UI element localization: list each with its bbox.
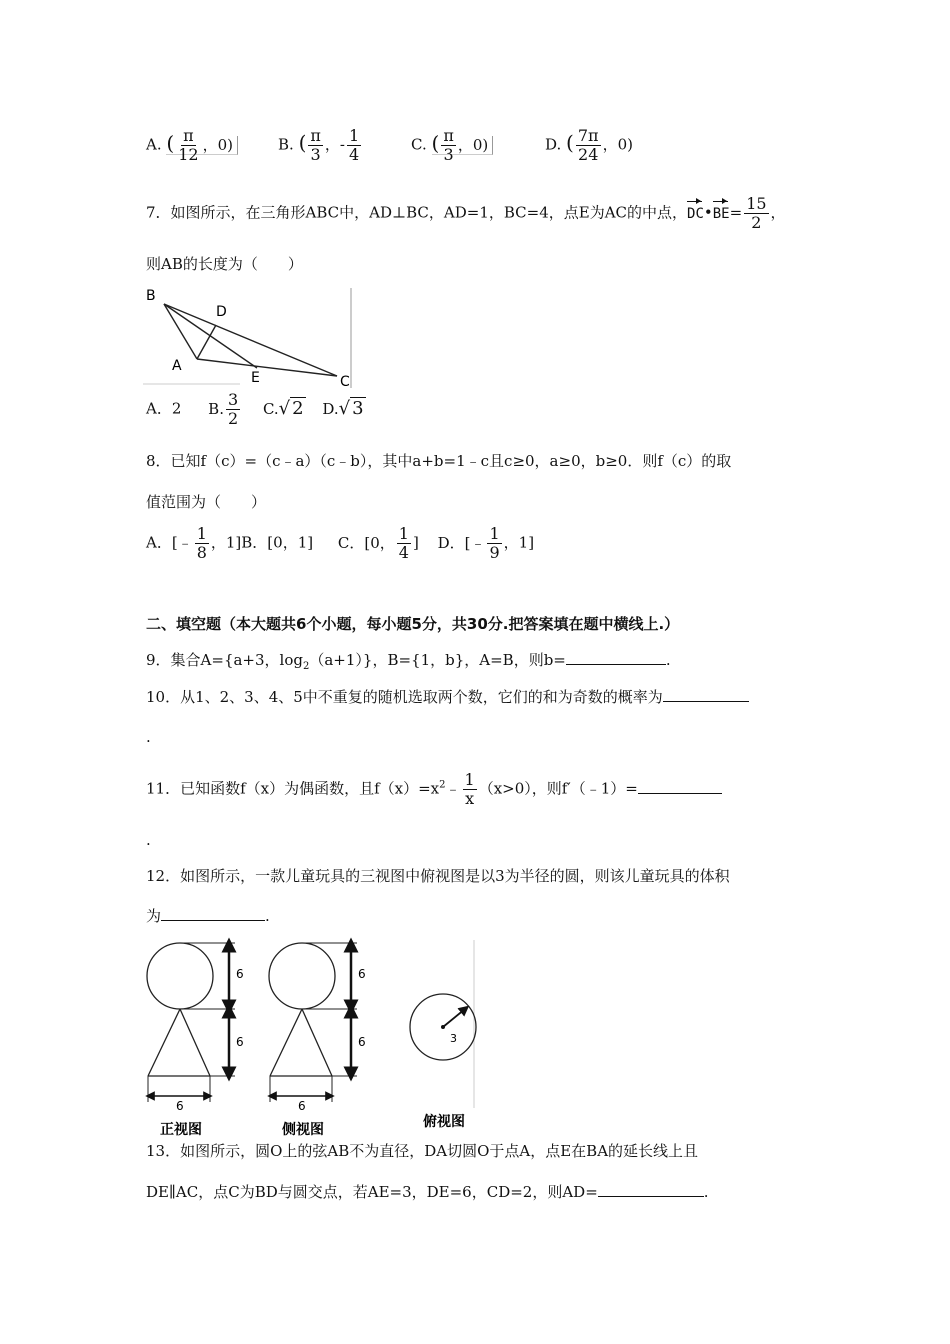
q12-three-views-figure [140, 936, 490, 1142]
answer-blank[interactable] [663, 687, 749, 702]
q12-stem: 12．如图所示，一款儿童玩具的三视图中俯视图是以3为半径的圆，则该儿童玩具的体积 [146, 867, 730, 885]
q8-options: A．[﹣ $\frac{1}{8}$ ，1]B．[0，1] C．[0， $\frac{1}{4}$ ] D．[﹣ $\frac{1}{9}$ ，1] [146, 524, 535, 562]
q11-end: . [146, 831, 151, 849]
top-view [410, 940, 476, 1130]
q9: 9．集合A={a+3，$\log_2(a+1)$}，B={1，b}，A=B，则b= . [146, 651, 671, 672]
q12-stem-line2: 为 . [146, 907, 270, 925]
q7-stem-line2: 则AB的长度为（ ） [146, 255, 303, 273]
side-view-caption: 侧视图 [282, 1122, 324, 1138]
q7-stem: 7．如图所示，在三角形ABC中，AD⊥BC，AD=1，BC=4，点E为AC的中点，DC•BE= $\frac{15}{2}$ ， [146, 194, 786, 232]
answer-blank[interactable] [638, 779, 722, 794]
dim-6: 6 [236, 967, 244, 981]
dim-6: 6 [176, 1099, 184, 1113]
q7-triangle-figure [140, 284, 360, 390]
answer-blank[interactable] [598, 1182, 704, 1197]
dim-6: 6 [358, 967, 366, 981]
label-d: D [216, 304, 227, 320]
q11: 11．已知函数f（x）为偶函数，且$f(x)=x^2﹣$ $\frac{1}{x}$ （x>0），则f′（﹣1）= [146, 772, 722, 807]
label-c: C [340, 374, 350, 390]
q6-option-a: A. ( $\frac{\pi}{12}$ ，0) [146, 128, 238, 163]
front-view-caption: 正视图 [160, 1122, 202, 1138]
q8-stem-line2: 值范围为（ ） [146, 493, 267, 511]
dim-6: 6 [236, 1035, 244, 1049]
dim-3: 3 [450, 1032, 457, 1045]
top-view-caption: 俯视图 [423, 1114, 465, 1130]
section-heading: 二、填空题（本大题共6个小题，每小题5分，共30分.把答案填在题中横线上.） [146, 615, 680, 633]
q8-stem: 8．已知f（c）=（c﹣a）（c﹣b），其中a+b=1﹣c且c≥0，a≥0，b≥0．则f（c）的取 [146, 452, 732, 470]
q6-option-c: C. ( $\frac{\pi}{3}$ ，0) [411, 128, 493, 163]
q10-end: . [146, 728, 151, 746]
q7-options: A．2 B. $\frac{3}{2}$ C.√ 2 D.√ 3 [146, 390, 364, 428]
q10: 10．从1、2、3、4、5中不重复的随机选取两个数，它们的和为奇数的概率为 [146, 687, 749, 707]
q13-stem-line2: DE∥AC，点C为BD与圆交点，若AE=3，DE=6，CD=2，则AD= . [146, 1183, 709, 1201]
answer-blank[interactable] [161, 906, 265, 921]
label-a: A [172, 358, 182, 374]
dim-6: 6 [298, 1099, 306, 1113]
q13-stem: 13．如图所示，圆O上的弦AB不为直径，DA切圆O于点A，点E在BA的延长线上且 [146, 1142, 699, 1160]
front-view [147, 943, 244, 1138]
label-e: E [251, 370, 260, 386]
q6-option-b: B. ( $\frac{\pi}{3}$ ，- $\frac{1}{4}$ [278, 126, 360, 164]
q6-option-d: D. ( $\frac{7\pi}{24}$ ，0) [545, 126, 633, 164]
side-view [269, 943, 366, 1138]
label-b: B [146, 288, 156, 304]
dim-6: 6 [358, 1035, 366, 1049]
answer-blank[interactable] [566, 650, 666, 665]
